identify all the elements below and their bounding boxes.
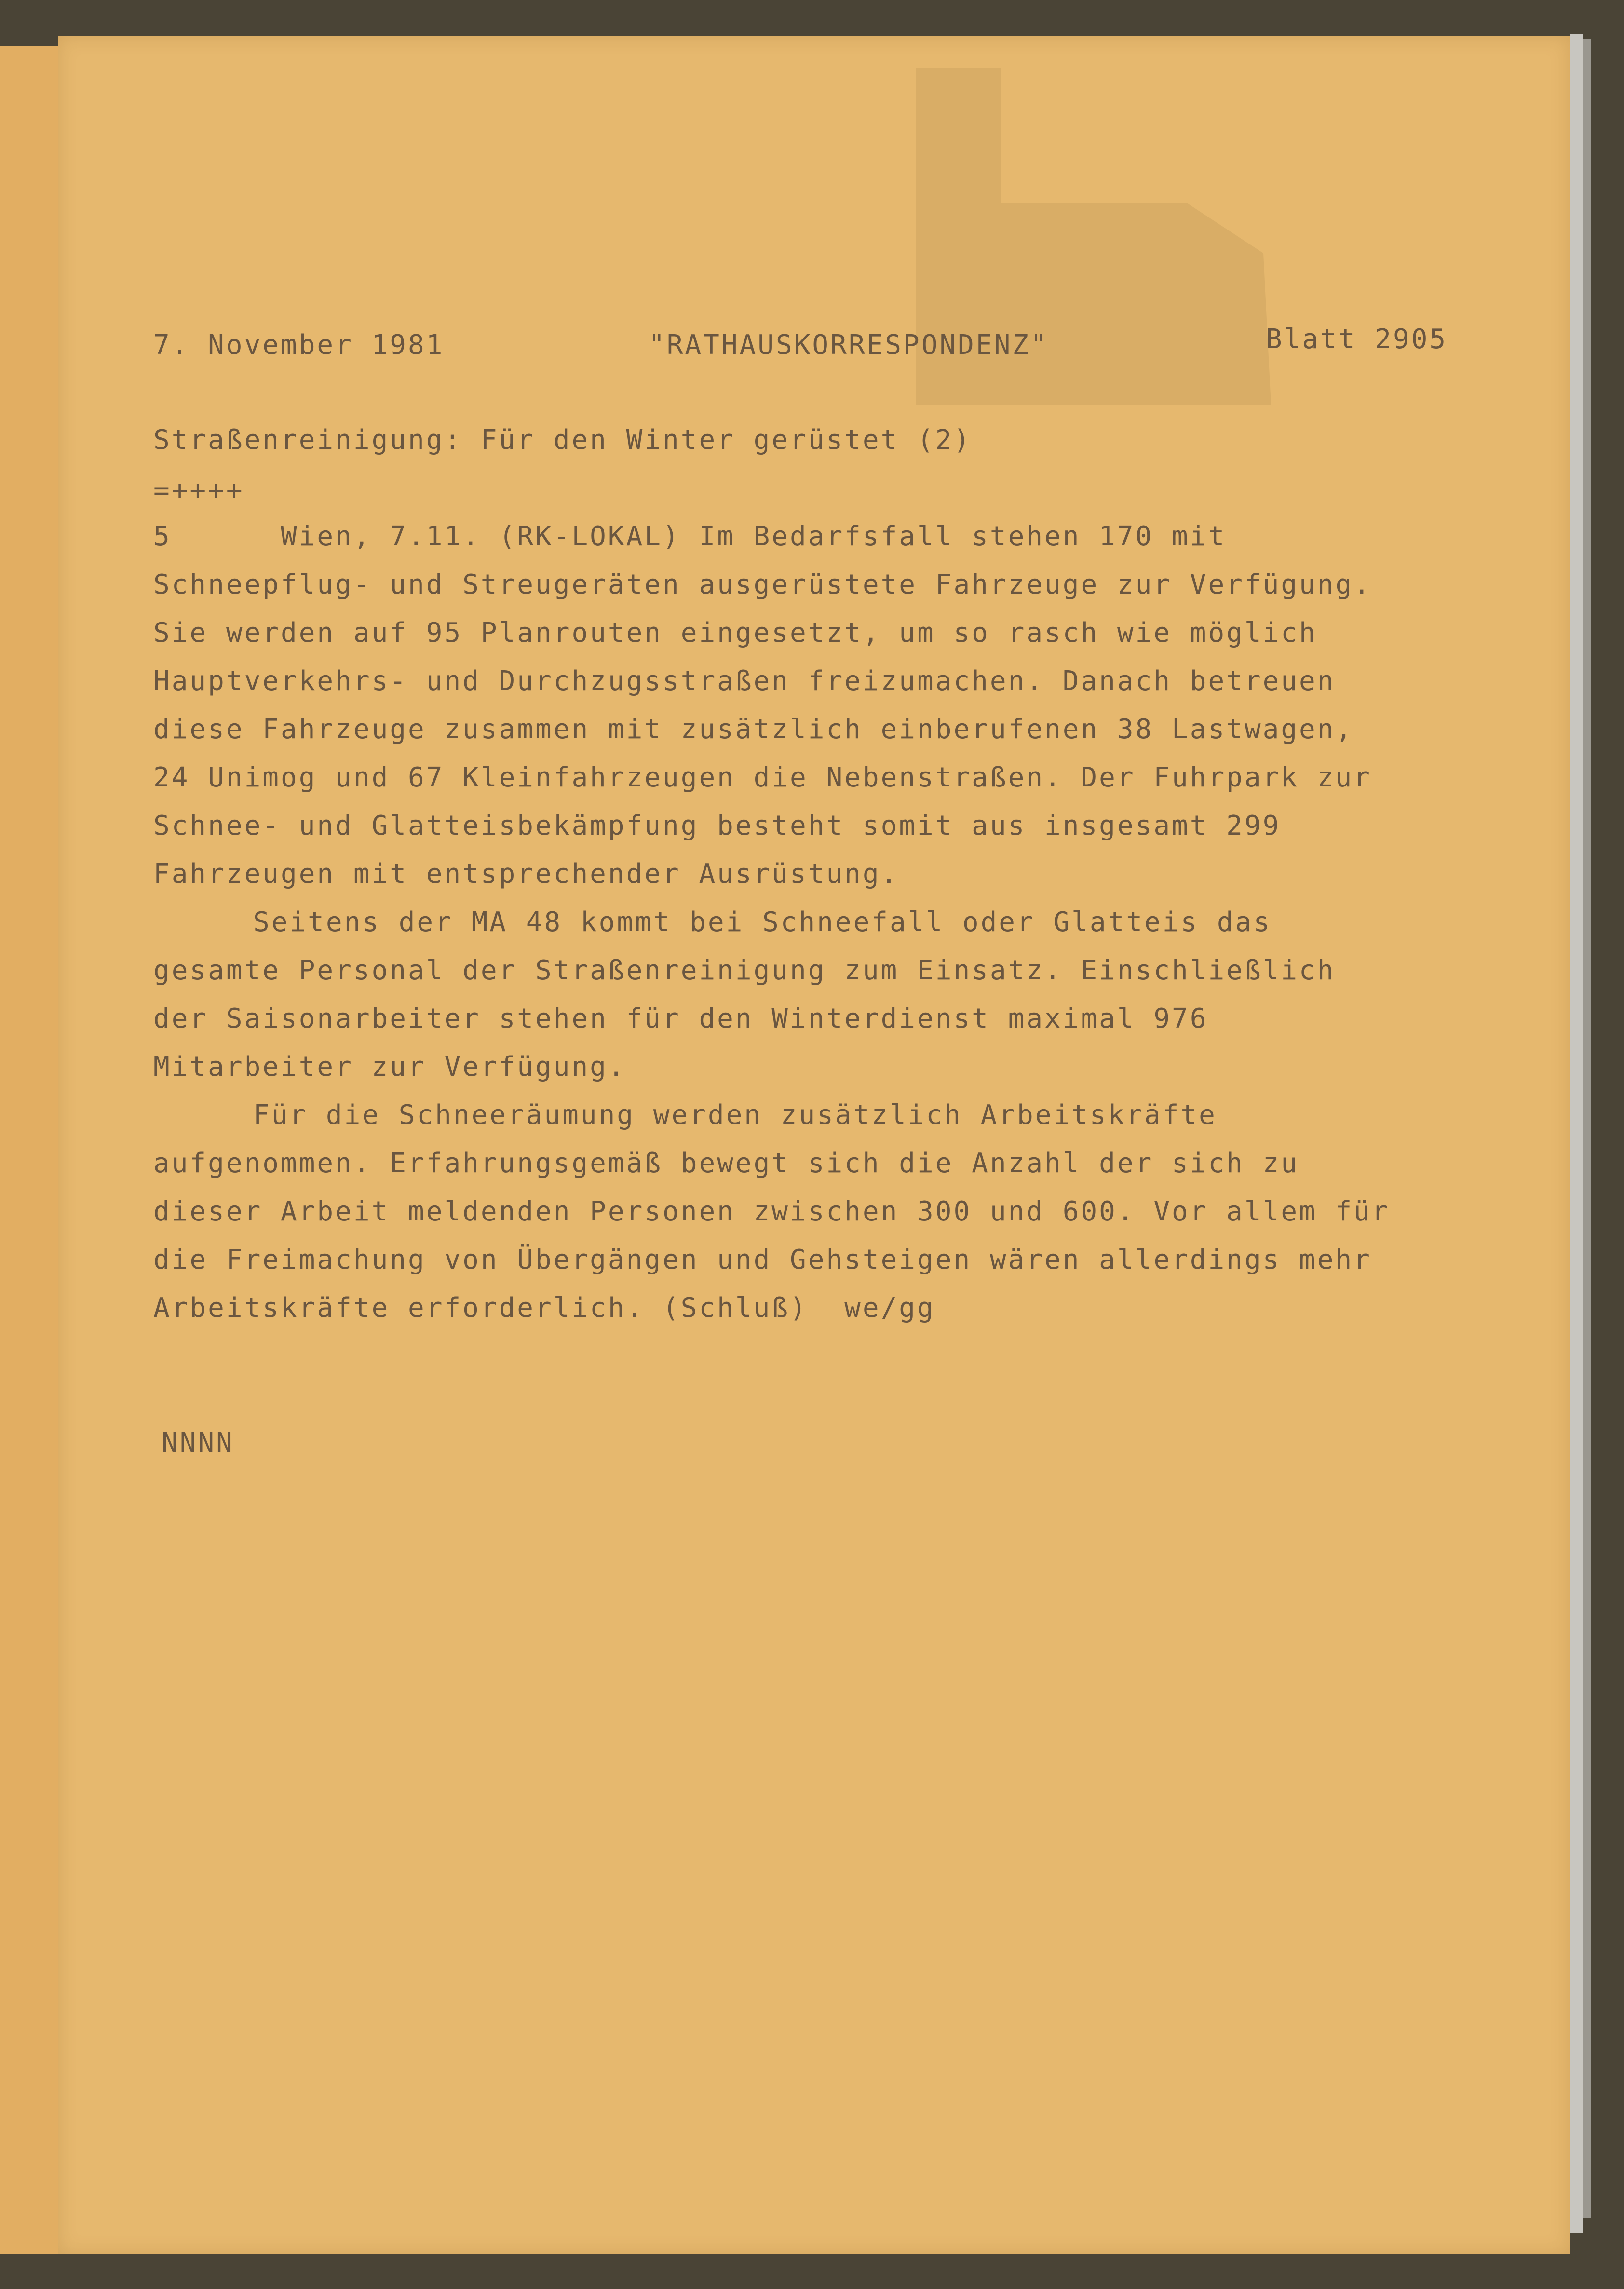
paragraph1-line: 5 Wien, 7.11. (RK-LOKAL) Im Bedarfsfall stehen 170 mit — [153, 521, 1227, 552]
paragraph3-line: aufgenommen. Erfahrungsgemäß bewegt sich die Anzahl der sich zu — [153, 1148, 1299, 1179]
paragraph1-line: Schnee- und Glatteisbekämpfung besteht somit aus insgesamt 299 — [153, 810, 1281, 841]
header-date: 7. November 1981 — [153, 329, 445, 361]
paragraph3-line: Arbeitskräfte erforderlich. (Schluß) we/gg — [153, 1292, 935, 1324]
paragraph1-line: Sie werden auf 95 Planrouten eingesetzt, um so rasch wie möglich — [153, 617, 1317, 649]
paragraph1-line: diese Fahrzeuge zusammen mit zusätzlich einberufenen 38 Lastwagen, — [153, 714, 1354, 745]
header-sheet-number: Blatt 2905 — [1266, 324, 1448, 355]
article-title: Straßenreinigung: Für den Winter gerüstet (2) — [153, 424, 972, 456]
paragraph2-line: gesamte Personal der Straßenreinigung zum Einsatz. Einschließlich — [153, 955, 1336, 986]
page-stack-shadow — [1583, 39, 1591, 2218]
paragraph1-line: Schneepflug- und Streugeräten ausgerüstete Fahrzeuge zur Verfügung. — [153, 569, 1372, 600]
left-page-edge — [0, 46, 67, 2254]
paragraph1-line: Fahrzeugen mit entsprechender Ausrüstung. — [153, 858, 899, 890]
page-stack-edge — [1570, 34, 1583, 2233]
paragraph3-line: die Freimachung von Übergängen und Gehsteigen wären allerdings mehr — [153, 1244, 1372, 1275]
paragraph1-line: Hauptverkehrs- und Durchzugsstraßen freizumachen. Danach betreuen — [153, 665, 1336, 697]
end-marker: NNNN — [162, 1427, 234, 1459]
document-page — [58, 36, 1570, 2254]
paragraph2-line: Seitens der MA 48 kommt bei Schneefall oder Glatteis das — [253, 907, 1272, 938]
paragraph1-line: 24 Unimog und 67 Kleinfahrzeugen die Nebenstraßen. Der Fuhrpark zur — [153, 762, 1372, 793]
paragraph2-line: Mitarbeiter zur Verfügung. — [153, 1051, 626, 1083]
paragraph3-line: dieser Arbeit meldenden Personen zwischen 300 und 600. Vor allem für — [153, 1196, 1390, 1227]
separator: =++++ — [153, 475, 244, 506]
header-publication: "RATHAUSKORRESPONDENZ" — [649, 329, 1049, 361]
paragraph3-line: Für die Schneeräumung werden zusätzlich Arbeitskräfte — [253, 1099, 1217, 1131]
paragraph2-line: der Saisonarbeiter stehen für den Winterdienst maximal 976 — [153, 1003, 1208, 1034]
